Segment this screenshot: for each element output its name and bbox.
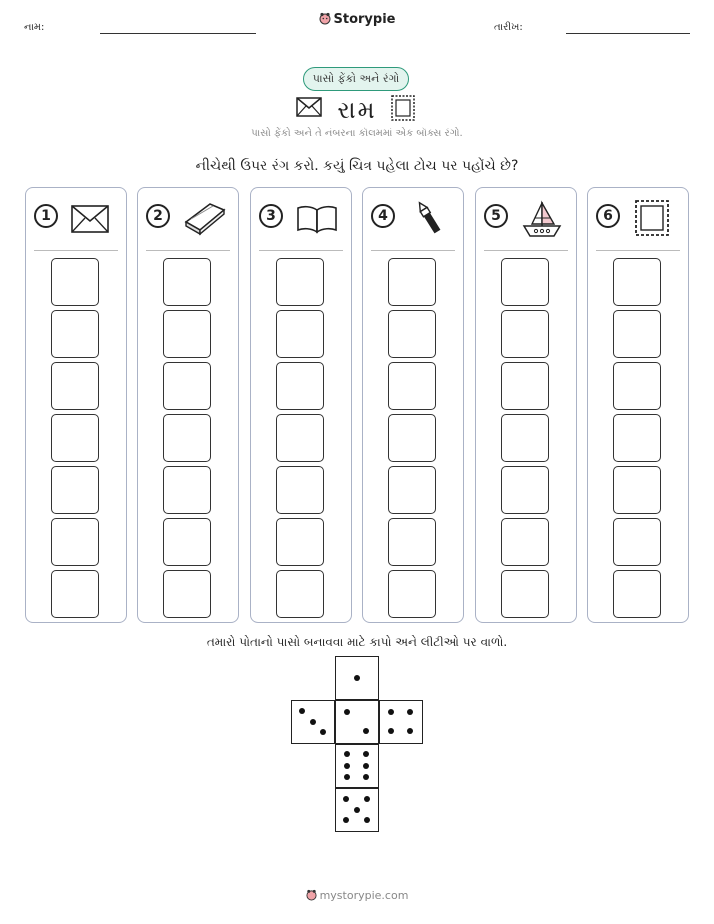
dice-pip — [363, 751, 369, 757]
color-box[interactable] — [276, 414, 324, 462]
color-box[interactable] — [501, 466, 549, 514]
date-label: તારીખ: — [494, 22, 523, 33]
color-box[interactable] — [163, 310, 211, 358]
color-box[interactable] — [501, 518, 549, 566]
dice-face-6 — [335, 744, 379, 788]
column-divider — [259, 250, 343, 251]
column-3 — [250, 187, 352, 623]
dice-pip — [343, 796, 349, 802]
dice-pip — [407, 728, 413, 734]
dice-pip — [344, 763, 350, 769]
column-number: 4 — [371, 204, 395, 228]
color-box[interactable] — [276, 310, 324, 358]
color-box[interactable] — [276, 362, 324, 410]
dice-pip — [388, 728, 394, 734]
color-box[interactable] — [388, 518, 436, 566]
color-box[interactable] — [51, 310, 99, 358]
storypie-footer-logo-icon — [306, 889, 317, 901]
name-line — [100, 33, 256, 34]
book-icon — [182, 198, 226, 238]
dice-pip — [310, 719, 316, 725]
color-box[interactable] — [163, 518, 211, 566]
footer-url: mystorypie.com — [319, 889, 409, 902]
color-box[interactable] — [613, 466, 661, 514]
color-box[interactable] — [613, 310, 661, 358]
column-number: 1 — [34, 204, 58, 228]
color-box[interactable] — [613, 570, 661, 618]
color-box[interactable] — [276, 518, 324, 566]
color-box[interactable] — [51, 258, 99, 306]
column-4 — [362, 187, 464, 623]
dice-pip — [320, 729, 326, 735]
dice-pip — [363, 728, 369, 734]
column-divider — [34, 250, 118, 251]
column-number: 2 — [146, 204, 170, 228]
storypie-logo-icon — [319, 12, 331, 25]
color-box[interactable] — [388, 362, 436, 410]
color-box[interactable] — [613, 414, 661, 462]
fountain-pen-icon — [407, 198, 451, 238]
brand-header — [0, 12, 714, 27]
instruction: નીચેથી ઉપર રંગ કરો. કયું ચિત્ર પહેલા ટોચ પર પહોંચે છે? — [195, 158, 519, 174]
color-box[interactable] — [388, 466, 436, 514]
subtitle: પાસો ફેંકો અને તે નંબરના કૉલમમાં એક બૉક્સ રંગો. — [251, 128, 463, 139]
color-box[interactable] — [163, 258, 211, 306]
open-book-icon — [295, 198, 339, 238]
color-box[interactable] — [51, 362, 99, 410]
color-box[interactable] — [501, 570, 549, 618]
dice-face-5 — [335, 788, 379, 832]
color-box[interactable] — [51, 414, 99, 462]
activity-badge: પાસો ફેંકો અને રંગો — [303, 67, 409, 91]
dice-face-1 — [335, 656, 379, 700]
color-box[interactable] — [51, 466, 99, 514]
cut-instruction: તમારો પોતાનો પાસો બનાવવા માટે કાપો અને લીટીઓ પર વાળો. — [206, 635, 508, 649]
dice-pip — [299, 708, 305, 714]
color-box[interactable] — [613, 518, 661, 566]
column-divider — [596, 250, 680, 251]
dice-face-2 — [335, 700, 379, 744]
dice-face-3 — [291, 700, 335, 744]
dice-pip — [344, 751, 350, 757]
column-divider — [484, 250, 568, 251]
color-box[interactable] — [388, 258, 436, 306]
dice-pip — [344, 774, 350, 780]
page-title: રામ — [337, 96, 377, 124]
color-box[interactable] — [276, 258, 324, 306]
brand-name: Storypie — [333, 12, 396, 27]
color-box[interactable] — [51, 570, 99, 618]
column-2 — [137, 187, 239, 623]
column-divider — [146, 250, 230, 251]
color-box[interactable] — [501, 258, 549, 306]
name-label: નામ: — [24, 22, 45, 33]
stamp-icon — [632, 198, 676, 238]
sailboat-icon — [520, 198, 564, 238]
dice-pip — [343, 817, 349, 823]
column-5 — [475, 187, 577, 623]
column-number: 3 — [259, 204, 283, 228]
dice-pip — [363, 763, 369, 769]
stamp-icon — [390, 94, 416, 122]
color-box[interactable] — [613, 258, 661, 306]
dice-pip — [354, 675, 360, 681]
color-box[interactable] — [501, 310, 549, 358]
column-number: 5 — [484, 204, 508, 228]
dice-pip — [388, 709, 394, 715]
color-box[interactable] — [388, 570, 436, 618]
color-box[interactable] — [501, 414, 549, 462]
color-box[interactable] — [613, 362, 661, 410]
color-box[interactable] — [51, 518, 99, 566]
footer — [0, 889, 714, 902]
dice-pip — [407, 709, 413, 715]
column-1 — [25, 187, 127, 623]
color-box[interactable] — [163, 570, 211, 618]
dice-pip — [364, 817, 370, 823]
color-box[interactable] — [501, 362, 549, 410]
color-box[interactable] — [276, 570, 324, 618]
color-box[interactable] — [163, 414, 211, 462]
dice-pip — [363, 774, 369, 780]
column-divider — [371, 250, 455, 251]
color-box[interactable] — [276, 466, 324, 514]
dice-face-4 — [379, 700, 423, 744]
color-box[interactable] — [388, 310, 436, 358]
color-box[interactable] — [388, 414, 436, 462]
dice-pip — [364, 796, 370, 802]
envelope-icon — [70, 198, 114, 238]
color-box[interactable] — [163, 466, 211, 514]
dice-pip — [354, 807, 360, 813]
color-box[interactable] — [163, 362, 211, 410]
column-number: 6 — [596, 204, 620, 228]
dice-pip — [344, 709, 350, 715]
column-6 — [587, 187, 689, 623]
date-line — [566, 33, 690, 34]
